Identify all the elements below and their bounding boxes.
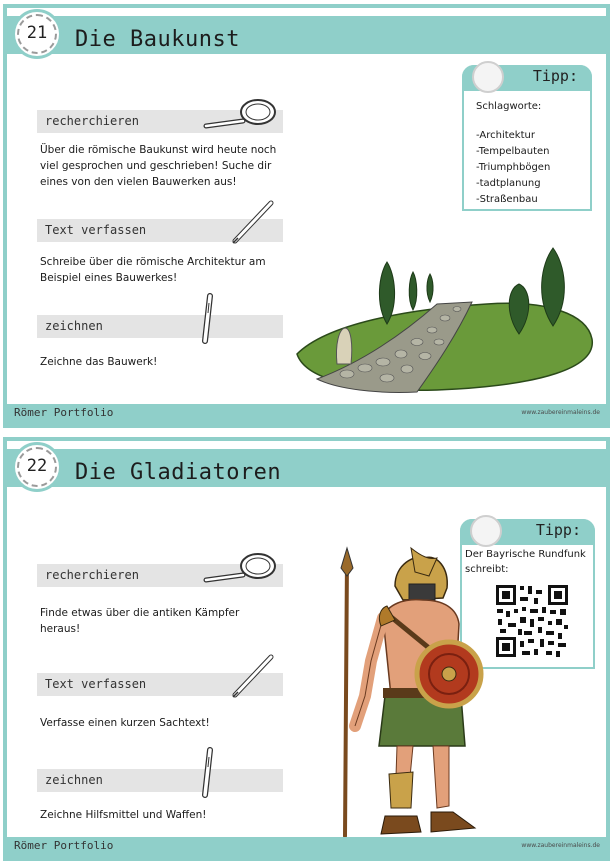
card-number: 22 [26, 456, 48, 476]
task-description: Zeichne das Bauwerk! [40, 356, 158, 368]
task-card-baukunst [3, 4, 610, 428]
tip-label: Tipp: [532, 67, 578, 85]
pen-icon [223, 199, 283, 244]
card-number: 21 [26, 23, 48, 43]
tip-text: Der Bayrische Rundfunk schreibt: [465, 549, 586, 575]
magnifier-icon [203, 550, 283, 590]
footer-label: Römer Portfolio [14, 839, 114, 852]
task-text-verfassen [37, 219, 283, 242]
pencil-icon [188, 293, 238, 348]
task-label: recherchieren [45, 568, 139, 582]
card-header [7, 449, 606, 487]
task-recherchieren [37, 564, 283, 587]
tip-keyword: -Straßenbau [476, 194, 538, 205]
task-label: zeichnen [45, 319, 103, 333]
footer-url: www.zaubereinmaleins.de [521, 409, 600, 416]
gladiator-illustration [325, 546, 495, 846]
task-description: Verfasse einen kurzen Sachtext! [40, 717, 210, 729]
task-zeichnen [37, 315, 283, 338]
tip-label: Tipp: [535, 521, 581, 539]
tip-keyword: -Architektur [476, 130, 535, 141]
roman-coin-icon [470, 515, 502, 547]
qr-code-icon [494, 583, 570, 659]
pen-icon [223, 653, 283, 698]
task-label: recherchieren [45, 114, 139, 128]
roman-coin-icon [472, 61, 504, 93]
card-number-badge [12, 442, 62, 492]
card-title: Die Gladiatoren [75, 460, 282, 485]
task-label: zeichnen [45, 773, 103, 787]
roman-road-landscape [287, 244, 597, 394]
task-label: Text verfassen [45, 223, 147, 237]
task-text-verfassen [37, 673, 283, 696]
card-header [7, 16, 606, 54]
card-footer [7, 837, 606, 857]
card-number-badge [12, 9, 62, 59]
tip-content [476, 99, 591, 208]
task-label: Text verfassen [45, 677, 147, 691]
task-description: Über die römische Baukunst wird heute noch viel gesprochen und geschrieben! Suche dir eines von den vielen Bauwerken aus! [40, 144, 277, 188]
card-title: Die Baukunst [75, 27, 240, 52]
task-description: Schreibe über die römische Architektur am Beispiel eines Bauwerkes! [40, 256, 266, 284]
card-footer [7, 404, 606, 424]
task-zeichnen [37, 769, 283, 792]
tip-intro: Schlagworte: [476, 101, 542, 112]
tip-keyword: -Tempelbauten [476, 146, 550, 157]
tip-keyword: -Triumphbögen [476, 162, 551, 173]
tip-box [462, 65, 592, 211]
task-description: Finde etwas über die antiken Kämpfer heraus! [40, 607, 240, 635]
magnifier-icon [203, 96, 283, 136]
pencil-icon [188, 747, 238, 802]
task-description: Zeichne Hilfsmittel und Waffen! [40, 809, 207, 821]
task-recherchieren [37, 110, 283, 133]
footer-url: www.zaubereinmaleins.de [521, 842, 600, 849]
tip-keyword: -tadtplanung [476, 178, 541, 189]
task-card-gladiatoren [3, 437, 610, 861]
footer-label: Römer Portfolio [14, 406, 114, 419]
